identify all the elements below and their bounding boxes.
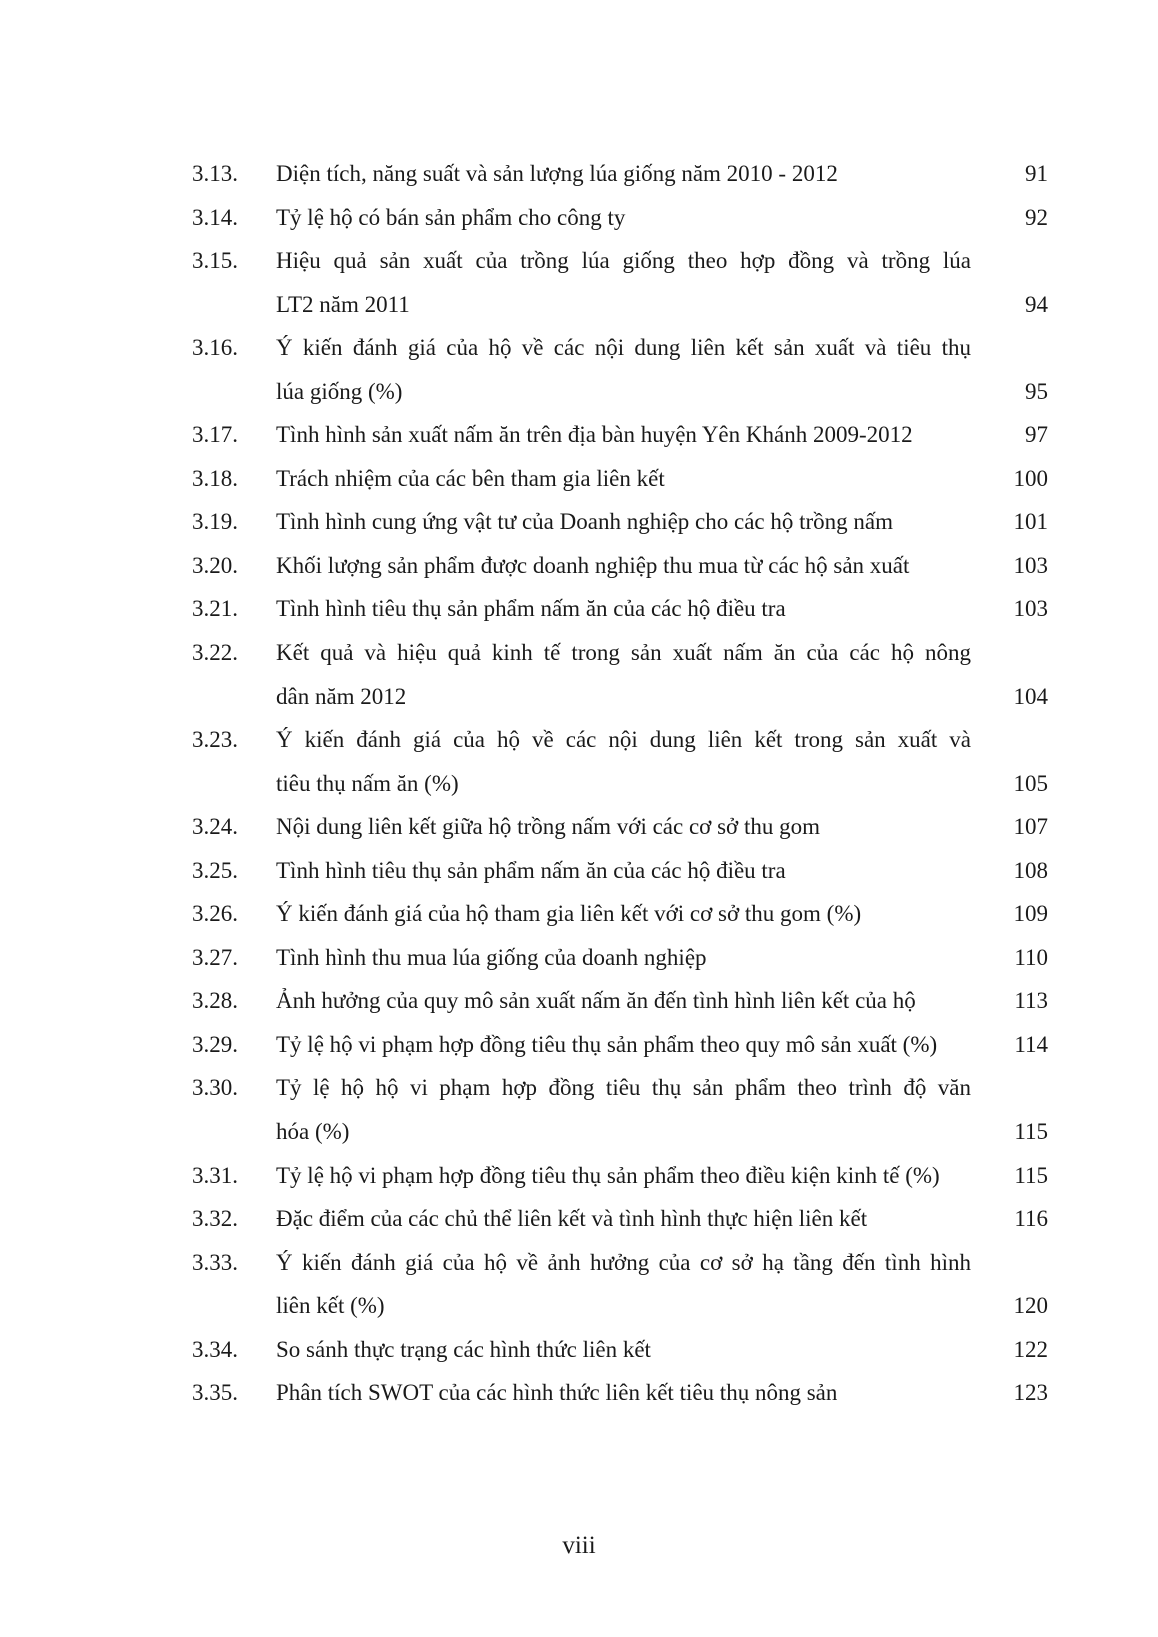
table-title: Trách nhiệm của các bên tham gia liên kết — [276, 465, 665, 491]
toc-entry-line — [0, 762, 1158, 806]
toc-entry — [0, 413, 1158, 457]
toc-entry-line — [0, 1154, 1158, 1198]
table-title: Tình hình cung ứng vật tư của Doanh nghiệp cho các hộ trồng nấm — [276, 509, 894, 535]
page-ref: 101 — [1013, 509, 1048, 535]
page-ref: 104 — [1013, 683, 1048, 709]
page-ref: 120 — [1013, 1293, 1048, 1319]
toc-entry-line — [0, 1066, 1158, 1110]
table-list — [0, 152, 1158, 1415]
table-title: dân năm 2012 — [276, 683, 407, 709]
toc-entry — [0, 152, 1158, 196]
toc-entry-line — [0, 631, 1158, 675]
table-title: Khối lượng sản phẩm được doanh nghiệp thu mua từ các hộ sản xuất — [276, 552, 910, 578]
page-ref: 103 — [1013, 552, 1048, 578]
table-number: 3.17. — [192, 422, 238, 448]
table-number: 3.31. — [192, 1162, 238, 1188]
toc-entry-line — [0, 239, 1158, 283]
page-ref: 122 — [1013, 1336, 1048, 1362]
toc-entry-line — [0, 457, 1158, 501]
toc-entry — [0, 849, 1158, 893]
table-title: Tình hình thu mua lúa giống của doanh nghiệp — [276, 944, 707, 970]
toc-entry — [0, 1371, 1158, 1415]
page-ref: 100 — [1013, 465, 1048, 491]
toc-entry-line — [0, 152, 1158, 196]
table-number: 3.28. — [192, 988, 238, 1014]
page-ref: 114 — [1014, 1031, 1048, 1057]
toc-entry-line — [0, 1241, 1158, 1285]
toc-entry — [0, 892, 1158, 936]
toc-entry-line — [0, 1328, 1158, 1372]
table-number: 3.22. — [192, 640, 238, 666]
toc-entry-line — [0, 283, 1158, 327]
toc-entry-line — [0, 675, 1158, 719]
toc-entry-line — [0, 718, 1158, 762]
table-title: Ý kiến đánh giá của hộ về các nội dung liên kết trong sản xuất và — [276, 727, 971, 753]
toc-entry-line — [0, 544, 1158, 588]
toc-entry-line — [0, 1023, 1158, 1067]
table-title: Tỷ lệ hộ vi phạm hợp đồng tiêu thụ sản phẩm theo điều kiện kinh tế (%) — [276, 1162, 940, 1188]
page-ref: 115 — [1014, 1119, 1048, 1145]
toc-entry — [0, 587, 1158, 631]
table-title: Kết quả và hiệu quả kinh tế trong sản xuất nấm ăn của các hộ nông — [276, 640, 971, 666]
toc-entry — [0, 1154, 1158, 1198]
page-ref: 108 — [1013, 857, 1048, 883]
page-ref: 115 — [1014, 1162, 1048, 1188]
table-number: 3.34. — [192, 1336, 238, 1362]
table-number: 3.16. — [192, 335, 238, 361]
table-number: 3.25. — [192, 857, 238, 883]
toc-entry-line — [0, 1197, 1158, 1241]
page-ref: 91 — [1025, 161, 1048, 186]
table-title: Đặc điểm của các chủ thể liên kết và tình hình thực hiện liên kết — [276, 1206, 868, 1232]
table-number: 3.19. — [192, 509, 238, 535]
toc-entry — [0, 936, 1158, 980]
page-ref: 107 — [1013, 814, 1048, 840]
table-number: 3.30. — [192, 1075, 238, 1101]
toc-entry-line — [0, 805, 1158, 849]
table-number: 3.23. — [192, 727, 238, 753]
table-number: 3.13. — [192, 161, 238, 186]
toc-entry-line — [0, 849, 1158, 893]
table-title: Ý kiến đánh giá của hộ tham gia liên kết với cơ sở thu gom (%) — [276, 901, 862, 927]
table-title: Phân tích SWOT của các hình thức liên kết tiêu thụ nông sản — [276, 1380, 838, 1406]
page-ref: 103 — [1013, 596, 1048, 622]
toc-entry — [0, 1241, 1158, 1328]
toc-entry — [0, 979, 1158, 1023]
toc-entry — [0, 631, 1158, 718]
table-number: 3.18. — [192, 465, 238, 491]
toc-entry — [0, 1197, 1158, 1241]
page-ref: 116 — [1014, 1206, 1048, 1232]
page-ref: 105 — [1013, 770, 1048, 796]
toc-entry-line — [0, 500, 1158, 544]
table-number: 3.24. — [192, 814, 238, 840]
page-ref: 97 — [1025, 422, 1048, 448]
toc-entry — [0, 805, 1158, 849]
table-number: 3.26. — [192, 901, 238, 927]
table-number: 3.29. — [192, 1031, 238, 1057]
page-ref: 94 — [1025, 291, 1048, 317]
table-title: Tỷ lệ hộ có bán sản phẩm cho công ty — [276, 204, 626, 230]
table-title: Nội dung liên kết giữa hộ trồng nấm với các cơ sở thu gom — [276, 814, 820, 840]
table-title: Diện tích, năng suất và sản lượng lúa giống năm 2010 - 2012 — [276, 161, 838, 186]
toc-entry — [0, 239, 1158, 326]
toc-entry — [0, 500, 1158, 544]
toc-entry — [0, 326, 1158, 413]
toc-entry-line — [0, 413, 1158, 457]
table-title: So sánh thực trạng các hình thức liên kết — [276, 1336, 651, 1362]
page-number-footer: viii — [562, 1532, 596, 1559]
page-ref: 92 — [1025, 204, 1048, 230]
page-ref: 95 — [1025, 378, 1048, 404]
toc-entry-line — [0, 196, 1158, 240]
toc-entry-line — [0, 936, 1158, 980]
table-number: 3.14. — [192, 204, 238, 230]
table-number: 3.20. — [192, 552, 238, 578]
table-title: Tình hình tiêu thụ sản phẩm nấm ăn của các hộ điều tra — [276, 857, 786, 883]
table-title: Ý kiến đánh giá của hộ về các nội dung liên kết sản xuất và tiêu thụ — [276, 335, 971, 361]
table-title: Tỷ lệ hộ hộ vi phạm hợp đồng tiêu thụ sản phẩm theo trình độ văn — [276, 1075, 971, 1101]
table-title: LT2 năm 2011 — [276, 291, 410, 317]
table-number: 3.33. — [192, 1249, 238, 1275]
page-ref: 110 — [1014, 944, 1048, 970]
page-ref: 109 — [1013, 901, 1048, 927]
toc-entry-line — [0, 1284, 1158, 1328]
page-ref: 123 — [1013, 1380, 1048, 1406]
toc-entry — [0, 196, 1158, 240]
toc-entry-line — [0, 892, 1158, 936]
table-title: Tỷ lệ hộ vi phạm hợp đồng tiêu thụ sản phẩm theo quy mô sản xuất (%) — [276, 1031, 938, 1057]
toc-entry-line — [0, 326, 1158, 370]
table-number: 3.32. — [192, 1206, 238, 1232]
table-title: liên kết (%) — [276, 1293, 385, 1319]
table-title: Tình hình tiêu thụ sản phẩm nấm ăn của các hộ điều tra — [276, 596, 786, 622]
toc-entry-line — [0, 1110, 1158, 1154]
toc-entry-line — [0, 979, 1158, 1023]
table-title: lúa giống (%) — [276, 378, 403, 404]
toc-entry — [0, 1066, 1158, 1153]
toc-entry — [0, 1328, 1158, 1372]
toc-entry — [0, 457, 1158, 501]
table-number: 3.35. — [192, 1380, 238, 1406]
table-title: Tình hình sản xuất nấm ăn trên địa bàn huyện Yên Khánh 2009-2012 — [276, 422, 913, 448]
table-title: hóa (%) — [276, 1119, 350, 1145]
table-number: 3.27. — [192, 944, 238, 970]
table-title: Ảnh hưởng của quy mô sản xuất nấm ăn đến tình hình liên kết của hộ — [276, 988, 916, 1014]
toc-entry — [0, 1023, 1158, 1067]
page-ref: 113 — [1014, 988, 1048, 1014]
toc-entry-line — [0, 370, 1158, 414]
table-title: Hiệu quả sản xuất của trồng lúa giống theo hợp đồng và trồng lúa — [276, 248, 971, 274]
toc-entry — [0, 718, 1158, 805]
toc-entry-line — [0, 1371, 1158, 1415]
table-title: tiêu thụ nấm ăn (%) — [276, 770, 459, 796]
toc-entry — [0, 544, 1158, 588]
toc-entry-line — [0, 587, 1158, 631]
table-number: 3.21. — [192, 596, 238, 622]
table-number: 3.15. — [192, 248, 238, 274]
table-title: Ý kiến đánh giá của hộ về ảnh hưởng của cơ sở hạ tầng đến tình hình — [276, 1249, 971, 1275]
